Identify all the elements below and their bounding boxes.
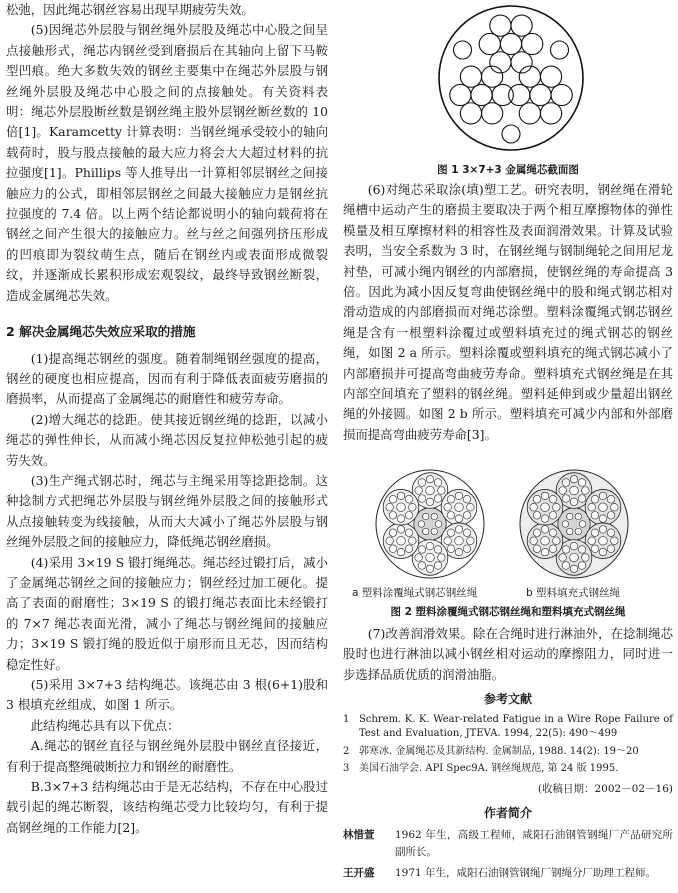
strand-center-wire bbox=[471, 84, 492, 105]
strand-wire bbox=[447, 545, 455, 553]
strand-wire bbox=[426, 565, 434, 573]
strand-outer-wire bbox=[511, 15, 532, 36]
strand-wire bbox=[409, 537, 417, 545]
measure-item-7: (7)改善润滑效果。除在合绳时进行淋油外，在捻制绳芯股时也进行淋油以减小钢丝相对运动的摩擦阻力，同时进一步选择品质优质的润滑油脂。 bbox=[343, 626, 673, 682]
advantages-intro: 此结构绳芯具有以下优点： bbox=[30, 717, 180, 733]
core-wire bbox=[431, 528, 437, 534]
strand-wire bbox=[541, 548, 549, 556]
strand-outer-wire bbox=[551, 84, 572, 105]
author-name: 王开盛 bbox=[343, 867, 375, 880]
core-wire bbox=[566, 528, 572, 534]
strand-wire bbox=[405, 495, 413, 503]
left-column bbox=[6, 0, 328, 838]
strand-wire bbox=[591, 529, 599, 537]
strand-wire bbox=[447, 495, 455, 503]
strand-wire bbox=[405, 529, 413, 537]
strand-outer-wire bbox=[460, 103, 481, 124]
reference-text: 美国石油学会. API Spec9A. 钢丝绳规范, 第 24 版 1995. bbox=[359, 763, 619, 775]
measure-item-1: (1)提高绳芯钢丝的强度。随着制绳钢丝强度的提高，钢丝的硬度也相应提高，因而有利于降低表面疲劳磨损的磨损率，从而提高了金属绳芯的耐磨性和疲劳寿命。 bbox=[6, 350, 328, 407]
strand-center-wire bbox=[530, 84, 551, 105]
strand-wire bbox=[553, 537, 561, 545]
core-wire bbox=[418, 521, 424, 527]
reference-item bbox=[343, 745, 673, 760]
core-wire bbox=[435, 521, 441, 527]
strand-wire bbox=[418, 562, 426, 570]
strand-wire bbox=[570, 498, 578, 506]
measure-item-2: (2)增大绳芯的捻距。使其接近钢丝绳的捻距，以减小绳芯的弹性伸长，从而减小绳芯因反复拉伸松弛引起的疲劳失效。 bbox=[6, 411, 328, 468]
strand-wire bbox=[541, 536, 550, 545]
filler-wire bbox=[550, 41, 568, 59]
strand-wire bbox=[570, 542, 578, 550]
strand-wire bbox=[444, 503, 452, 511]
strand-outer-wire bbox=[460, 66, 481, 87]
strand-wire bbox=[415, 554, 423, 562]
strand-wire bbox=[562, 479, 570, 487]
references-heading: 参考文献 bbox=[483, 692, 532, 707]
figure-2a-label: a 塑料涂覆绳式钢芯钢丝绳 bbox=[352, 587, 478, 599]
reference-number: 2 bbox=[343, 745, 350, 757]
strand-wire bbox=[418, 479, 426, 487]
strand-wire bbox=[434, 562, 442, 570]
strand-wire bbox=[599, 526, 607, 534]
figure-2b-filled-rope bbox=[512, 465, 636, 583]
strand-wire bbox=[438, 487, 446, 495]
measure-item-5: (5)采用 3×7+3 结构绳芯。该绳芯由 3 根(6+1)股和 3 根填充丝组成，如图 1 所示。 bbox=[6, 677, 328, 713]
filler-wire bbox=[454, 41, 472, 59]
strand-wire bbox=[455, 492, 463, 500]
strand-wire bbox=[455, 526, 463, 534]
strand-wire bbox=[549, 545, 557, 553]
figure-2b-label: b 塑料填充式钢丝绳 bbox=[526, 587, 621, 599]
strand-outer-wire bbox=[509, 84, 530, 105]
strand-wire bbox=[599, 515, 607, 523]
strand-wire bbox=[389, 511, 397, 519]
strand-wire bbox=[533, 495, 541, 503]
measure-item-4: (4)采用 3×19 S 锻打绳绳芯。绳芯经过锻打后，减小了金属绳芯钢丝之间的接触应力；钢丝经过加工硬化。提高了表面的耐磨性；3×19 S 的锻打绳芯表面比未经锻打的 7×7 绳芯表面光滑，减小了绳芯与钢丝绳间的接触应力；3×19 S 锻打绳的股近似于扇形而且无芯，因而结构稳定性好。 bbox=[6, 554, 328, 672]
core-wire bbox=[566, 513, 572, 519]
author-name: 林惜萱 bbox=[343, 829, 375, 842]
reference-number: 3 bbox=[343, 763, 350, 775]
strand-wire bbox=[541, 503, 550, 512]
strand-wire bbox=[541, 515, 549, 523]
paragraph-item-5-failure: (5)因绳芯外层股与钢丝绳外层股及绳芯中心股之间呈点接触形式，绳芯内钢丝受到磨损后在其轴向上留下马鞍型凹痕。绝大多数失效的钢丝主要集中在绳芯外层股与钢丝绳外层股及绳芯中心股之间的点接触处。有关资料表明：绳芯外层股断丝数是钢丝绳主股外层钢丝断丝数的 10 倍[1]。Karamcetty 计算表明：当钢丝绳承受较小的轴向载荷时，股与股点接触的最大应力将会大大超过材料的抗拉强度[1]。Phillips 等人推导出一计算相邻层钢丝之间接触应力的公式，即相邻层钢丝之间最大接触应力是钢丝抗拉强度的 7.4 倍。以上两个结论都说明小的轴向载荷将在钢丝之间产生很大的接触应力。丝与丝之间强列挤压形成的凹痕即为裂纹萌生点，随后在钢丝内或表面形成微裂纹，并逐渐成长累积形成宏观裂纹，最终导致钢丝断裂，造成金属绳芯失效。 bbox=[6, 22, 328, 303]
paragraph-continued: 松弛，因此绳芯钢丝容易出现早期疲劳失效。 bbox=[6, 2, 254, 17]
strand-wire bbox=[549, 511, 557, 519]
strand-wire bbox=[415, 487, 423, 495]
strand-outer-wire bbox=[540, 66, 561, 87]
strand-wire bbox=[434, 546, 442, 554]
strand-wire bbox=[434, 479, 442, 487]
strand-wire bbox=[562, 562, 570, 570]
strand-wire bbox=[530, 537, 538, 545]
figure-2a-coated-rope bbox=[360, 465, 500, 583]
strand-wire bbox=[549, 495, 557, 503]
strand-wire bbox=[559, 487, 567, 495]
strand-wire bbox=[553, 503, 561, 511]
strand-wire bbox=[591, 545, 599, 553]
strand-wire bbox=[397, 548, 405, 556]
strand-wire bbox=[582, 487, 590, 495]
coated-rope-drawing bbox=[376, 470, 484, 578]
strand-wire bbox=[591, 495, 599, 503]
strand-wire bbox=[570, 553, 579, 562]
strand-wire bbox=[562, 546, 570, 554]
measure-item-6: (6)对绳芯采取涂(填)塑工艺。研究表明，钢丝绳在滑轮绳槽中运动产生的磨损主要取决于两个相互摩擦物体的弹性模量及相互摩擦材料的相容性及表面润滑效果。计算及试验表明，当安全系数为 3 时，在钢丝绳与钢制绳轮之间用尼龙衬垫，可减小绳内钢丝的内部磨损，使钢丝绳的寿命提高 3 倍。因此为减小因反复弯曲使钢丝绳中的股和绳式钢芯相对滑动造成的内部磨损而对绳芯涂塑。塑料涂覆绳式钢芯钢丝绳是含有一根塑料涂覆过或塑料填充过的绳式钢芯的钢丝绳，如图 2 a 所示。塑料涂覆或塑料填充的绳式钢芯减小了内部磨损并可提高弯曲疲劳寿命。塑料填充式钢丝绳是在其内部空间填充了塑料的钢丝绳。塑料延伸到或少量超出钢丝绳的外接圆。如图 2 b 所示。塑料填充可减少内部和外部磨损而提高弯曲疲劳寿命[3]。 bbox=[343, 182, 673, 442]
strand-wire bbox=[599, 536, 608, 545]
strand-wire bbox=[582, 554, 590, 562]
strand-wire bbox=[397, 492, 405, 500]
strand-wire bbox=[397, 526, 405, 534]
section-2-heading: 2 解决金属绳芯失效应采取的措施 bbox=[6, 324, 196, 340]
strand-wire bbox=[418, 495, 426, 503]
strand-wire bbox=[389, 495, 397, 503]
strand-outer-wire bbox=[479, 33, 500, 54]
strand-wire bbox=[386, 537, 394, 545]
strand-wire bbox=[578, 546, 586, 554]
strand-wire bbox=[426, 553, 435, 562]
strand-wire bbox=[397, 503, 406, 512]
strand-wire bbox=[386, 503, 394, 511]
strand-wire bbox=[438, 554, 446, 562]
strand-wire bbox=[607, 495, 615, 503]
author-bio: 1962 年生，高级工程师，咸阳石油钢管钢绳厂产品研究所副所长。 bbox=[395, 829, 673, 859]
reference-item bbox=[343, 713, 673, 742]
strand-wire bbox=[570, 565, 578, 573]
author-entry bbox=[343, 865, 673, 882]
strand-wire bbox=[533, 511, 541, 519]
core-wire bbox=[422, 528, 428, 534]
strand-wire bbox=[418, 546, 426, 554]
core-wire bbox=[431, 513, 437, 519]
strand-wire bbox=[607, 529, 615, 537]
strand-wire bbox=[455, 503, 464, 512]
strand-outer-wire bbox=[522, 33, 543, 54]
core-wire bbox=[562, 521, 568, 527]
strand-wire bbox=[467, 537, 475, 545]
advantage-a: A.绳芯的钢丝直径与钢丝绳外层股中钢丝直径接近，有利于提高整绳破断拉力和钢丝的耐磨性。 bbox=[6, 738, 328, 774]
strand-wire bbox=[463, 529, 471, 537]
strand-wire bbox=[397, 536, 406, 545]
strand-outer-wire bbox=[482, 103, 503, 124]
strand-wire bbox=[578, 562, 586, 570]
strand-wire bbox=[426, 475, 434, 483]
strand-wire bbox=[611, 503, 619, 511]
strand-wire bbox=[588, 537, 596, 545]
measure-item-3: (3)生产绳式钢芯时，绳芯与主绳采用等捻距捻制。这种捻制方式把绳芯外层股与钢丝绳外层股之间的接触形式从点接触转变为线接触，从而大大减小了绳芯外层股与钢丝绳外层股之间的接触应力，降低绳芯钢丝磨损。 bbox=[6, 472, 328, 550]
strand-wire bbox=[426, 498, 434, 506]
strand-wire bbox=[607, 545, 615, 553]
strand-wire bbox=[463, 511, 471, 519]
strand-wire bbox=[562, 495, 570, 503]
figure-2-caption: 图 2 塑料涂覆绳式钢芯钢丝绳和塑料填充式钢丝绳 bbox=[390, 606, 626, 618]
strand-wire bbox=[599, 503, 608, 512]
strand-outer-wire bbox=[450, 84, 471, 105]
strand-wire bbox=[607, 511, 615, 519]
right-column-upper bbox=[343, 180, 673, 445]
strand-wire bbox=[578, 495, 586, 503]
filler-wire bbox=[502, 125, 520, 143]
strand-outer-wire bbox=[492, 84, 513, 105]
core-wire bbox=[422, 513, 428, 519]
author-bio: 1971 年生，咸阳石油钢管钢绳厂钢绳分厂助理工程师。 bbox=[395, 867, 657, 880]
strand-wire bbox=[389, 529, 397, 537]
strand-group bbox=[450, 15, 572, 143]
strand-wire bbox=[549, 529, 557, 537]
strand-wire bbox=[455, 515, 463, 523]
strand-wire bbox=[455, 536, 464, 545]
advantage-b: B.3×7+3 结构绳芯由于是无芯结构，不存在中心股过载引起的绳芯断裂，该结构绳芯受力比较均匀，有利于提高钢丝绳的工作能力[2]。 bbox=[6, 779, 328, 835]
strand-wire bbox=[591, 511, 599, 519]
reference-text: 郭寒冰. 金属绳芯及其新结构. 金属制品, 1988. 14(2): 19～20 bbox=[359, 745, 639, 757]
strand-wire bbox=[447, 511, 455, 519]
strand-wire bbox=[599, 548, 607, 556]
core-wire bbox=[575, 513, 581, 519]
strand-wire bbox=[541, 526, 549, 534]
author-entry bbox=[343, 827, 673, 861]
authors-heading: 作者简介 bbox=[483, 806, 532, 821]
strand-wire bbox=[541, 492, 549, 500]
strand-wire bbox=[578, 479, 586, 487]
strand-wire bbox=[559, 554, 567, 562]
strand-wire bbox=[599, 492, 607, 500]
strand-wire bbox=[409, 503, 417, 511]
strand-wire bbox=[463, 545, 471, 553]
reference-list bbox=[343, 713, 673, 777]
strand-wire bbox=[405, 511, 413, 519]
strand-wire bbox=[588, 503, 596, 511]
right-column-lower bbox=[343, 624, 673, 882]
filled-rope-drawing bbox=[520, 470, 628, 578]
reference-item bbox=[343, 762, 673, 777]
strand-wire bbox=[397, 515, 405, 523]
reference-number: 1 bbox=[343, 713, 350, 725]
strand-wire bbox=[533, 529, 541, 537]
strand-wire bbox=[463, 495, 471, 503]
strand-wire bbox=[611, 537, 619, 545]
strand-outer-wire bbox=[540, 103, 561, 124]
strand-outer-wire bbox=[490, 15, 511, 36]
core-wire bbox=[579, 521, 585, 527]
strand-wire bbox=[455, 548, 463, 556]
strand-wire bbox=[405, 545, 413, 553]
strand-wire bbox=[533, 545, 541, 553]
strand-wire bbox=[426, 542, 434, 550]
strand-wire bbox=[434, 495, 442, 503]
received-date: (收稿日期：2002－02－16) bbox=[537, 782, 673, 795]
figure-1-caption: 图 1 3×7+3 金属绳芯截面图 bbox=[437, 164, 579, 176]
strand-center-wire bbox=[500, 33, 521, 54]
strand-wire bbox=[447, 529, 455, 537]
core-wire bbox=[575, 528, 581, 534]
strand-wire bbox=[530, 503, 538, 511]
strand-wire bbox=[389, 545, 397, 553]
figure-1-cross-section bbox=[418, 2, 604, 154]
strand-wire bbox=[444, 537, 452, 545]
strand-wire bbox=[467, 503, 475, 511]
strand-outer-wire bbox=[519, 103, 540, 124]
strand-wire bbox=[426, 486, 435, 495]
reference-text: Schrem. K. K. Wear-related Fatigue in a Wire Rope Failure of Test and Evaluation, JTEVA. 1994, 22(5): 490～499 bbox=[359, 713, 673, 740]
strand-wire bbox=[570, 486, 579, 495]
strand-wire bbox=[570, 475, 578, 483]
